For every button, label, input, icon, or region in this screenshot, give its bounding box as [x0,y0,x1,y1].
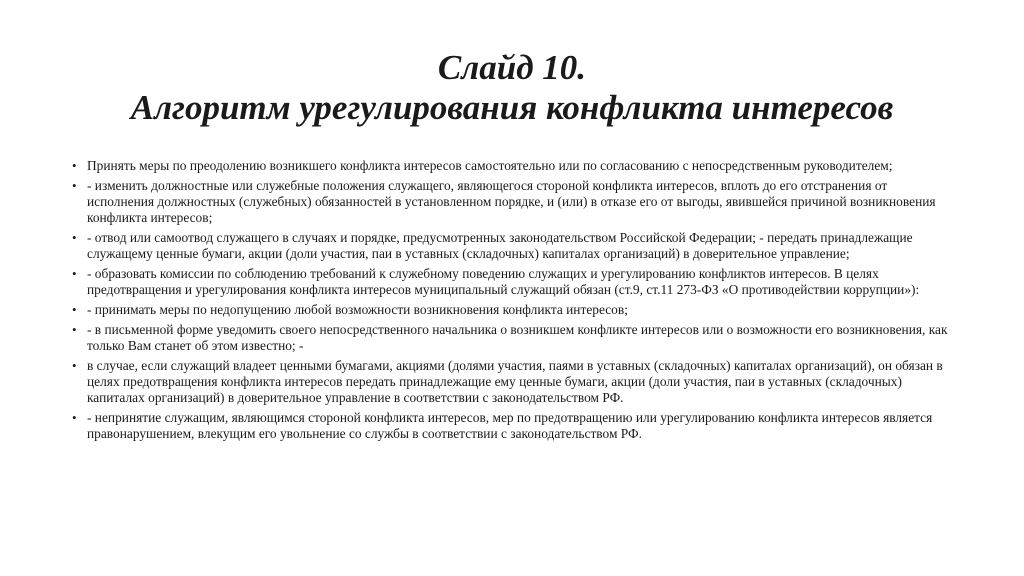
list-item [72,322,952,354]
list-item [72,230,952,262]
list-item [72,302,952,318]
bullet-icon: • [72,322,77,337]
bullet-icon: • [72,178,77,193]
slide-title-line-2: Алгоритм урегулирования конфликта интересов [130,88,894,127]
list-item [72,266,952,298]
list-item [72,410,952,442]
bullet-icon: • [72,266,77,281]
list-item-text: - принимать меры по недопущению любой возможности возникновения конфликта интересов; [87,302,628,317]
list-item [72,358,952,406]
list-item-text: - образовать комиссии по соблюдению требований к служебному поведению служащих и урегулированию конфликтов интересов. В целях предотвращения и урегулирования конфликта интересов муниципальный служащий обязан (ст.9, ст.11 273-ФЗ «О противодействии коррупции»): [87,266,920,297]
bullet-icon: • [72,302,77,317]
list-item-text: - изменить должностные или служебные положения служащего, являющегося стороной конфликта интересов, вплоть до его отстранения от исполнения должностных (служебных) обязанностей в установленном порядке, и (или) в отказе его от выгоды, явившейся причиной возникновения конфликта интересов; [87,178,936,225]
list-item-text: в случае, если служащий владеет ценными бумагами, акциями (долями участия, паями в уставных (складочных) капиталах организаций), он обязан в целях предотвращения конфликта интересов передать принадлежащие ему ценные бумаги, акции (доли участия, паи в уставных (складочных) капиталах организаций) в доверительное управление в соответствии с законодательством РФ. [87,358,943,405]
list-item-text: - отвод или самоотвод служащего в случаях и порядке, предусмотренных законодательством Российской Федерации; - передать принадлежащие служащему ценные бумаги, акции (доли участия, паи в уставных (складочных) капиталах организаций) в доверительное управление; [87,230,913,261]
slide-title-line-1: Слайд 10. [437,48,587,87]
bullet-icon: • [72,410,77,425]
list-item-text: - в письменной форме уведомить своего непосредственного начальника о возникшем конфликте интересов или о возможности его возникновения, как только Вам станет об этом известно; - [87,322,948,353]
list-item-text: Принять меры по преодолению возникшего конфликта интересов самостоятельно или по согласованию с непосредственным руководителем; [87,158,893,173]
list-item [72,158,952,174]
bullet-icon: • [72,230,77,245]
slide-title [60,48,964,128]
bullet-icon: • [72,158,77,173]
list-item [72,178,952,226]
list-item-text: - непринятие служащим, являющимся стороной конфликта интересов, мер по предотвращению или урегулированию конфликта интересов является правонарушением, влекущим его увольнение со службы в соответствии с законодательством РФ. [87,410,933,441]
bullet-icon: • [72,358,77,373]
bullet-list [72,158,952,446]
